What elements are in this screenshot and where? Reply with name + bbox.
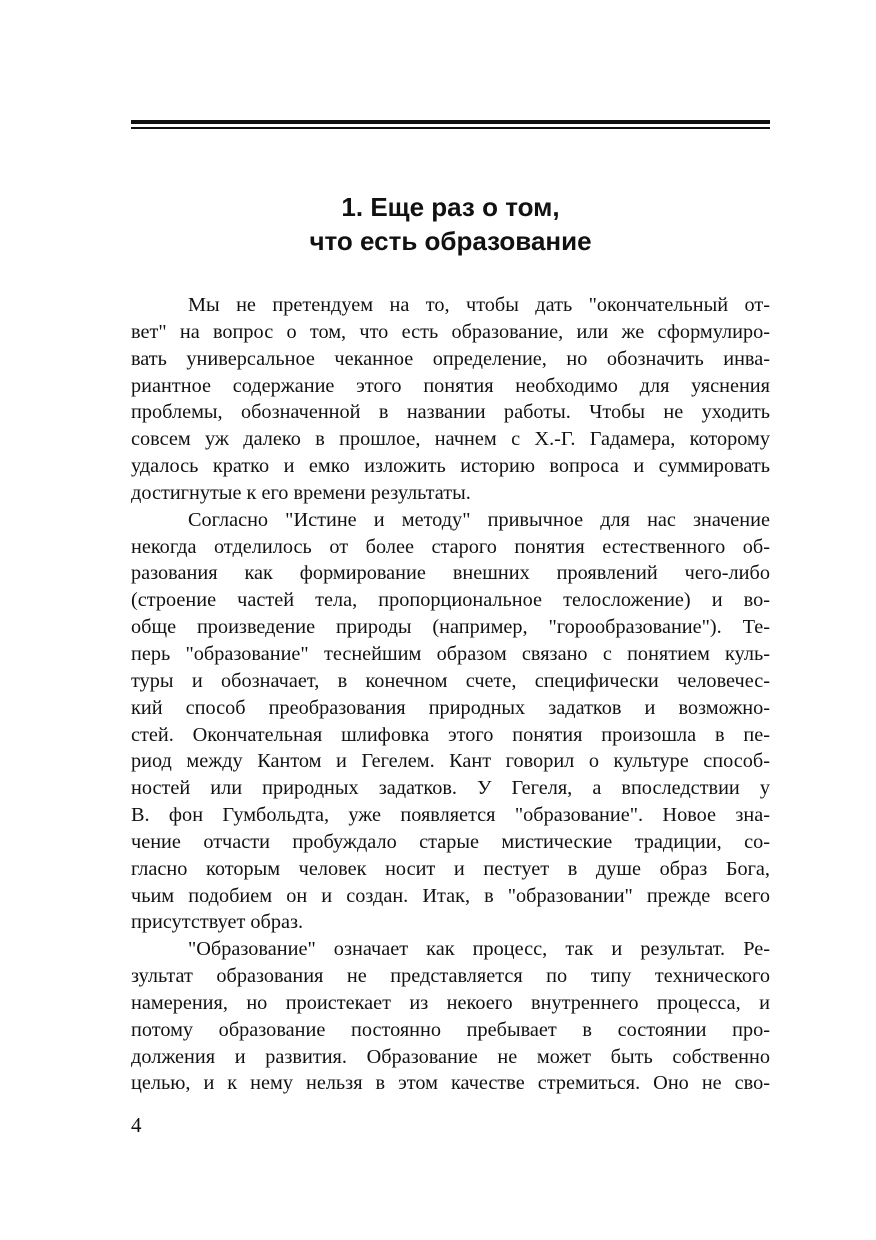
text-line: присутствует образ.: [131, 911, 304, 934]
text-line: потому образование постоянно пребывает в состоянии про-: [131, 1018, 770, 1041]
text-line: разования как формирование внешних проявлений чего-либо: [131, 562, 770, 585]
text-line: гласно которым человек носит и пестует в душе образ Бога,: [131, 857, 770, 880]
text-line: кий способ преобразования природных задатков и возможно-: [131, 696, 770, 719]
text-line: вет" на вопрос о том, что есть образование, или же сформулиро-: [131, 320, 770, 343]
text-line: намерения, но проистекает из некоего внутреннего процесса, и: [131, 991, 770, 1014]
chapter-title: [131, 190, 770, 258]
paragraph-1: [131, 292, 770, 507]
text-line: перь "образование" теснейшим образом связано с понятием куль-: [131, 642, 770, 665]
text-line: удалось кратко и емко изложить историю вопроса и суммировать: [131, 455, 770, 478]
text-line: стей. Окончательная шлифовка этого понятия произошла в пе-: [131, 723, 770, 746]
text-line: проблемы, обозначенной в названии работы. Чтобы не уходить: [131, 401, 770, 424]
text-line: обще произведение природы (например, "горообразование"). Те-: [131, 616, 770, 639]
paragraph-3: [131, 936, 770, 1097]
page-number: 4: [131, 1113, 142, 1137]
text-line: некогда отделилось от более старого понятия естественного об-: [131, 535, 770, 558]
header-rule-thin: [131, 127, 770, 129]
text-line: совсем уж далеко в прошлое, начнем с Х.-Г. Гадамера, которому: [131, 428, 770, 451]
text-line: Согласно "Истине и методу" привычное для нас значение: [188, 508, 770, 531]
text-line: ностей или природных задатков. У Гегеля, а впоследствии у: [131, 777, 770, 800]
text-line: чение отчасти пробуждало старые мистические традиции, со-: [131, 830, 770, 853]
paragraph-2: [131, 507, 770, 937]
header-rule-thick: [131, 120, 770, 124]
text-line: В. фон Гумбольдта, уже появляется "образование". Новое зна-: [131, 804, 770, 827]
text-line: риантное содержание этого понятия необходимо для уяснения: [131, 374, 770, 397]
chapter-title-line-1: 1. Еще раз о том,: [341, 192, 560, 222]
text-line: туры и обозначает, в конечном счете, специфически человечес-: [131, 669, 770, 692]
text-line: должения и развития. Образование не может быть собственно: [131, 1045, 770, 1068]
text-line: Мы не претендуем на то, чтобы дать "окончательный от-: [188, 294, 770, 316]
chapter-title-line-2: что есть образование: [309, 226, 592, 256]
text-line: чьим подобием он и создан. Итак, в "образовании" прежде всего: [131, 884, 770, 907]
text-line: риод между Кантом и Гегелем. Кант говорил о культуре способ-: [131, 750, 770, 773]
text-line: вать универсальное чеканное определение, но обозначить инва-: [131, 347, 770, 370]
text-line: (строение частей тела, пропорциональное телосложение) и во-: [131, 589, 770, 612]
text-line: зультат образования не представляется по типу технического: [131, 965, 770, 988]
text-line: целью, и к нему нельзя в этом качестве стремиться. Оно не сво-: [131, 1072, 770, 1095]
text-line: "Образование" означает как процесс, так и результат. Ре-: [188, 938, 770, 961]
body-text: [131, 292, 770, 1097]
text-line: достигнутые к его времени результаты.: [131, 481, 471, 504]
